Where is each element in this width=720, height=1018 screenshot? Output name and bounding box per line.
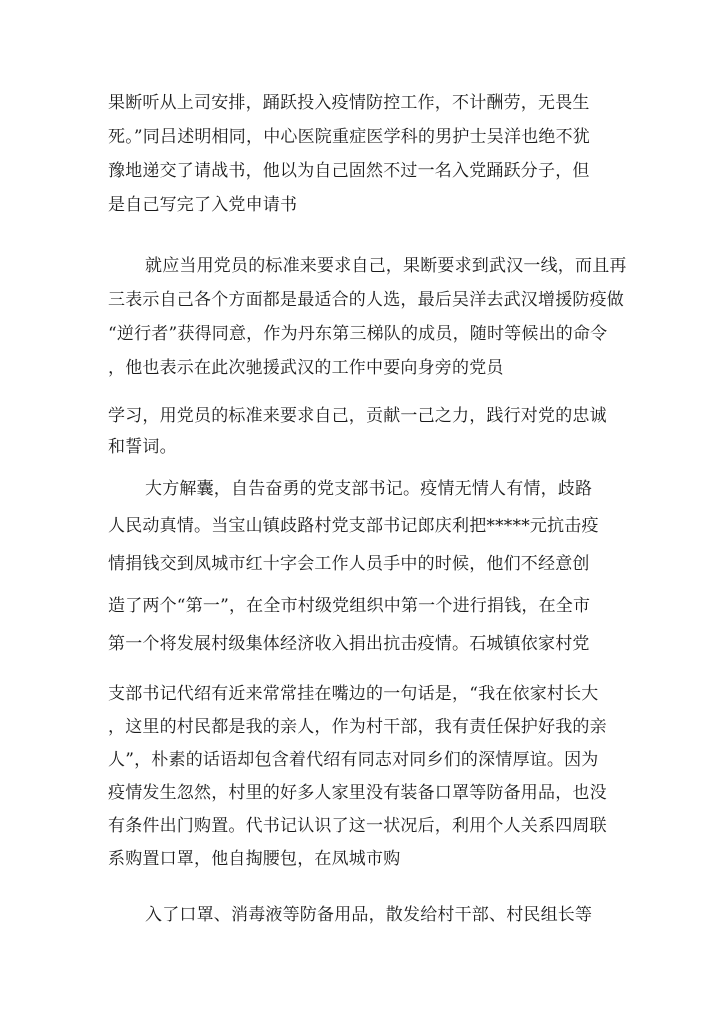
text-line: 和誓词。 bbox=[108, 437, 177, 457]
text-line: 学习，用党员的标准来要求自己，贡献一己之力，践行对党的忠诚 bbox=[108, 406, 607, 426]
text-line: 支部书记代绍有近来常常挂在嘴边的一句话是，“我在依家村长大 bbox=[108, 684, 599, 704]
text-line: ，他也表示在此次驰援武汉的工作中要向身旁的党员 bbox=[108, 358, 504, 378]
text-line: 有条件出门购置。代书记认识了这一状况后，利用个人关系四周联 bbox=[108, 816, 607, 836]
text-line: ，这里的村民都是我的亲人，作为村干部，我有责任保护好我的亲 bbox=[108, 717, 607, 737]
text-line: 果断听从上司安排，踊跃投入疫情防控工作，不计酬劳，无畏生 bbox=[108, 93, 590, 113]
text-line: 造了两个“第一”，在全市村级党组织中第一个进行捐钱，在全市 bbox=[108, 596, 591, 616]
text-line: 人”，朴素的话语却包含着代绍有同志对同乡们的深情厚谊。因为 bbox=[108, 750, 599, 770]
text-line: 死。”同吕述明相同，中心医院重症医学科的男护士吴洋也绝不犹 bbox=[108, 127, 590, 147]
text-line: 大方解囊，自告奋勇的党支部书记。疫情无情人有情，歧路 bbox=[145, 479, 593, 499]
text-line: 情捐钱交到凤城市红十字会工作人员手中的时候，他们不经意创 bbox=[108, 554, 590, 574]
text-line: 人民动真情。当宝山镇歧路村党支部书记郎庆利把*****元抗击疫 bbox=[108, 516, 599, 536]
text-line: 豫地递交了请战书，他以为自己固然不过一名入党踊跃分子，但 bbox=[108, 161, 590, 181]
text-line: 就应当用党员的标准来要求自己，果断要求到武汉一线，而且再 bbox=[145, 256, 627, 276]
text-line: 系购置口罩，他自掏腰包，在凤城市购 bbox=[108, 849, 401, 869]
text-line: 第一个将发展村级集体经济收入捐出抗击疫情。石城镇依家村党 bbox=[108, 634, 590, 654]
text-line: “逆行者”获得同意，作为丹东第三梯队的成员，随时等候出的命令 bbox=[108, 324, 608, 344]
text-line: 入了口罩、消毒液等防备用品，散发给村干部、村民组长等 bbox=[145, 905, 593, 925]
text-line: 疫情发生忽然，村里的好多人家里没有装备口罩等防备用品，也没 bbox=[108, 783, 607, 803]
text-line: 三表示自己各个方面都是最适合的人选，最后吴洋去武汉增援防疫做 bbox=[108, 290, 624, 310]
text-line: 是自己写完了入党申请书 bbox=[108, 195, 298, 215]
